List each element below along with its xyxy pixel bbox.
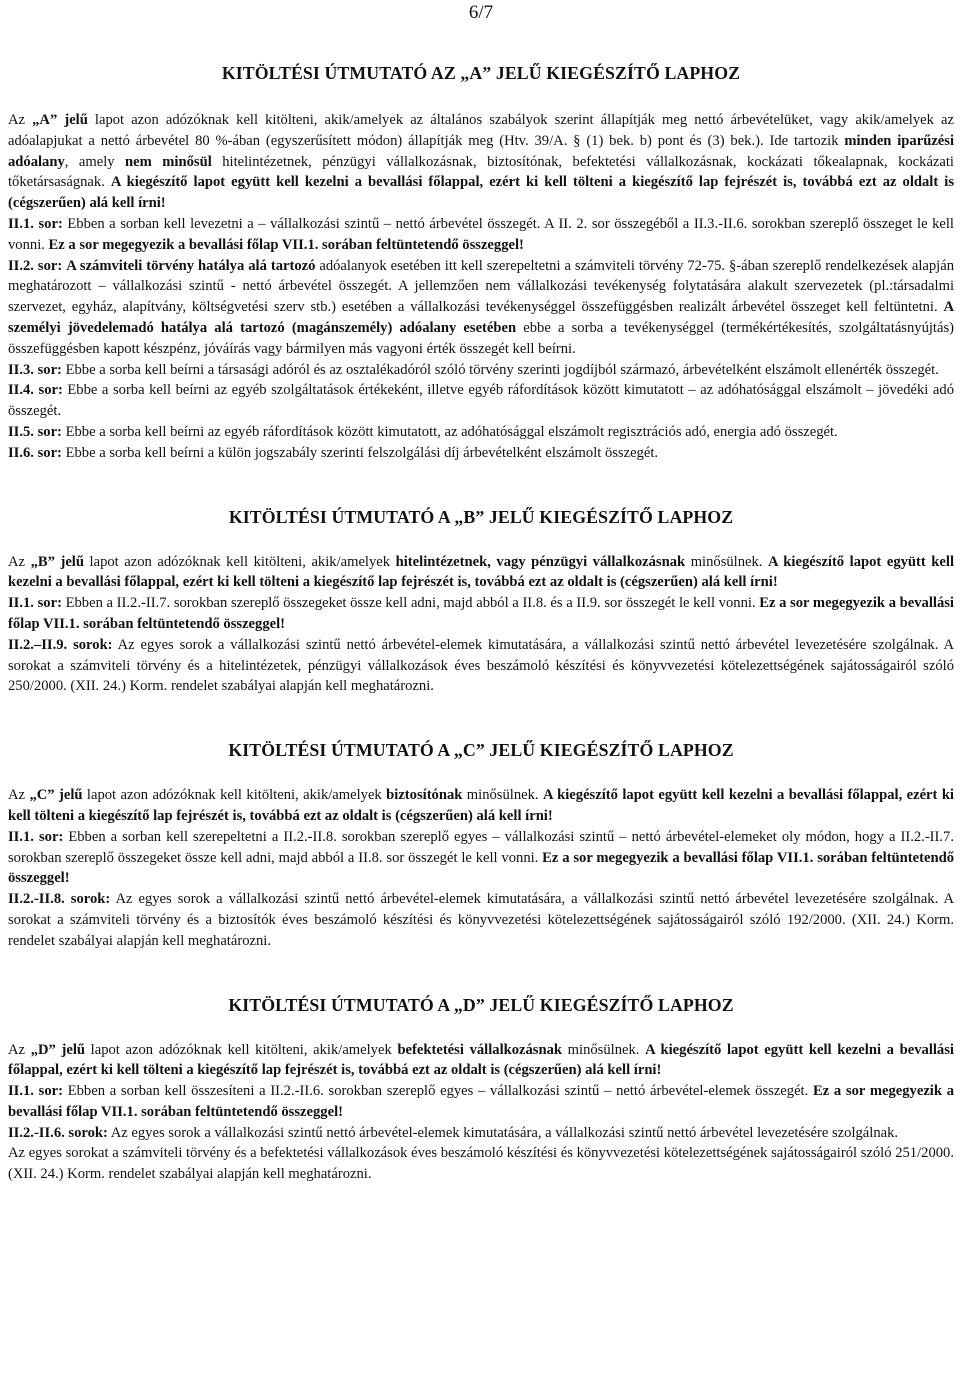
paragraph (8, 110, 954, 214)
text-run: Ebben a II.2.-II.7. sorokban szereplő összegeket össze kell adni, majd abból a II.8. és a II.9. sor összegét le kell vonni. (61, 595, 760, 612)
paragraph (8, 214, 954, 256)
text-run: , amely (64, 153, 126, 170)
bold-text: II.1. sor: (8, 215, 63, 232)
bold-text: A kiegészítő lapot együtt kell kezelni a bevallási főlappal, ezért ki kell tölteni a kiegészítő lap fejrészét is, továbbá ezt az oldalt is (cégszerűen) alá kell írni! (8, 174, 954, 212)
document-page (8, 0, 954, 1185)
text-run: Ebben a sorban kell szerepeltetni a II.2.-II.8. sorokban szereplő egyes – vállalkozási szintű – nettó árbevétel-elemeket oly módon, hogy a II.2.-II.7. sorokban szereplő összegeket össze kell adni, majd abból a II.8. sor összegét le kell vonni. (8, 828, 954, 866)
text-run: adóalanyok esetében itt kell szerepeltetni a számviteli törvény 72-75. §-ában szereplő rendelkezések alapján meghatározott – vállalkozási szintű - nettó árbevétel összegét. A jellemzően nem vállalkozási tevékenység folytatására alakult szervezetek (pl.:társadalmi szervezet, egyház, alapítvány, költségvetési szerv stb.) esetében a vállalkozási tevékenységgel összefüggésben realizált árbevétel összeget kell feltüntetni. (8, 257, 955, 316)
paragraph (8, 380, 954, 422)
section-title-d: KITÖLTÉSI ÚTMUTATÓ A „D” JELŰ KIEGÉSZÍTŐ LAPHOZ (228, 994, 734, 1015)
text-run: Ebbe a sorba kell beírni a külön jogszabály szerinti felszolgálási díj árbevételként elszámolt összegét. (61, 444, 659, 461)
bold-text: „C” jelű (29, 787, 83, 804)
text-run: Az egyes sorok a vállalkozási szintű nettó árbevétel-elemek kimutatására, a vállalkozási szintű nettó árbevétel levezetésére szolgálnak. A sorokat a számviteli törvény és a biztosítók éves beszámoló készítési és könyvvezetési kötelezettségének sajátosságairól szóló 192/2000. (XII. 24.) Korm. rendelet szabályai alapján kell meghatározni. (8, 891, 954, 949)
bold-text: II.2.-II.8. sorok: (8, 891, 111, 908)
section-title-b: KITÖLTÉSI ÚTMUTATÓ A „B” JELŰ KIEGÉSZÍTŐ LAPHOZ (228, 506, 734, 527)
bold-text: befektetési vállalkozásnak (397, 1041, 563, 1058)
page-number: 6/7 (468, 2, 494, 23)
document-body (8, 62, 954, 1185)
text-run: Ebbe a sorba kell beírni az egyéb szolgáltatások értékeként, illetve egyéb ráfordítások között kimutatott – az adóhatósággal elszámolt – jövedéki adó összegét. (8, 382, 954, 420)
bold-text: II.2. sor: (8, 257, 63, 274)
paragraph (8, 1123, 954, 1144)
bold-text: A kiegészítő lapot együtt kell kezelni a bevallási főlappal, ezért ki kell tölteni a kiegészítő lap fejrészét is, továbbá ezt az oldalt is (cégszerűen) alá kell írni! (8, 787, 954, 824)
bold-text: „B” jelű (30, 553, 84, 570)
text-run: Az (8, 112, 33, 128)
paragraph (8, 443, 954, 464)
paragraph (8, 635, 954, 697)
bold-text: A személyi jövedelemadó hatálya alá tartozó (magánszemély) adóalany esetében (8, 299, 954, 336)
paragraph (8, 1081, 954, 1123)
text-run: minősülnek. (462, 787, 543, 804)
text-run: Az (8, 1041, 31, 1058)
bold-text: minden iparűzési adóalany (8, 132, 955, 170)
bold-text: Ez a sor megegyezik a bevallási főlap VII.1. sorában feltüntetendő összeggel! (8, 849, 954, 887)
bold-text: II.1. sor: (8, 595, 62, 612)
text-run: hitelintézetnek, pénzügyi vállalkozásnak, biztosítónak, befektetési vállalkozásnak, kockázati tőkealapnak, kockázati tőketársaságnak. (8, 153, 954, 191)
bold-text: „D” jelű (30, 1041, 85, 1058)
text-run: minősülnek. (562, 1041, 646, 1058)
bold-text: II.2.-II.6. sorok: (8, 1124, 108, 1141)
section-title-a: KITÖLTÉSI ÚTMUTATÓ AZ „A” JELŰ KIEGÉSZÍTŐ LAPHOZ (221, 63, 741, 83)
text-run: lapot azon adózóknak kell kitölteni, akik/amelyek az általános szabályok szerint állapítják meg nettó árbevételüket, vagy akik/amelyek az adóalapjukat a nettó árbevétel 80 %-ában (egyszerűsített módon) állapítják meg (Htv. 39/A. § (1) bek. b) pont és (3) bek.). Ide tartozik (8, 112, 954, 149)
text-run: minősülnek. (685, 553, 769, 570)
paragraph (8, 785, 954, 827)
bold-text: II.6. sor: (8, 444, 62, 461)
paragraph (8, 422, 954, 443)
text-run: ebbe a sorba a tevékenységgel (termékértékesítés, szolgáltatásnyújtás) összefüggésben kapott készpénz, jóváírás vagy bármilyen más vagyoni érték összegét kell beírni. (8, 319, 955, 357)
text-run: lapot azon adózóknak kell kitölteni, akik/amelyek (83, 553, 396, 570)
text-run: Ebbe a sorba kell beírni az egyéb ráfordítások között kimutatott, az adóhatósággal elszámolt regisztrációs adó, energia adó összegét. (61, 423, 838, 440)
paragraph (8, 827, 954, 889)
paragraph (8, 593, 954, 635)
text-run: Ebben a sorban kell levezetni a – vállalkozási szintű – nettó árbevétel összegét. A II. 2. sor összegéből a II.3.-II.6. sorokban szereplő összeget le kell vonni. (8, 215, 954, 253)
bold-text: II.1. sor: (8, 1083, 63, 1100)
paragraph (8, 256, 954, 360)
bold-text: biztosítónak (386, 787, 463, 804)
bold-text: „A” jelű (32, 112, 88, 128)
bold-text: nem minősül (125, 153, 212, 170)
text-run: Az egyes sorokat a számviteli törvény és a befektetési vállalkozások éves beszámoló készítési és könyvvezetési kötelezettségének sajátosságairól szóló 251/2000. (XII. 24.) Korm. rendelet szabályai alapján kell meghatározni. (8, 1145, 954, 1183)
bold-text: II.3. sor: (8, 361, 62, 378)
bold-text: A kiegészítő lapot együtt kell kezelni a bevallási főlappal, ezért ki kell tölteni a kiegészítő lap fejrészét is, továbbá ezt az oldalt is (cégszerűen) alá kell írni! (8, 553, 955, 591)
paragraph (8, 889, 954, 951)
text-run: Az egyes sorok a vállalkozási szintű nettó árbevétel-elemek kimutatására, a vállalkozási szintű nettó árbevétel levezetésére szolgálnak. A sorokat a számviteli törvény és a hitelintézetek, pénzügyi vállalkozások éves beszámoló készítési és könyvvezetési kötelezettségének sajátosságairól szóló 250/2000. (XII. 24.) Korm. rendelet szabályai alapján kell meghatározni. (8, 636, 954, 695)
paragraph (8, 552, 954, 594)
bold-text: II.4. sor: (8, 382, 63, 399)
bold-text: hitelintézetnek, vagy pénzügyi vállalkozásnak (395, 553, 686, 570)
bold-text: II.5. sor: (8, 423, 62, 440)
text-run: Ebbe a sorba kell beírni a társasági adóról és az osztalékadóról szóló törvény szerinti jogdíjból származó, árbevételként elszámolt ellenérték összegét. (61, 361, 939, 378)
text-run: Ebben a sorban kell összesíteni a II.2.-II.6. sorokban szereplő egyes – vállalkozási szintű – nettó árbevétel-elemek összegét. (63, 1083, 813, 1100)
paragraph (8, 360, 954, 381)
text-run: lapot azon adózóknak kell kitölteni, akik/amelyek (82, 787, 387, 804)
text-run: Az egyes sorok a vállalkozási szintű nettó árbevétel-elemek kimutatására, a vállalkozási szintű nettó árbevétel levezetésére szolgálnak. (107, 1124, 899, 1141)
bold-text: A kiegészítő lapot együtt kell kezelni a bevallási főlappal, ezért ki kell tölteni a kiegészítő lap fejrészét is, továbbá ezt az oldalt is (cégszerűen) alá kell írni! (8, 1041, 954, 1079)
bold-text: Ez a sor megegyezik a bevallási főlap VII.1. sorában feltüntetendő összeggel! (48, 236, 524, 253)
paragraph (8, 1040, 954, 1082)
text-run: Az (8, 553, 31, 570)
bold-text: Ez a sor megegyezik a bevallási főlap VII.1. sorában feltüntetendő összeggel! (8, 595, 954, 632)
bold-text: II.2.–II.9. sorok: (8, 636, 113, 653)
bold-text: Ez a sor megegyezik a bevallási főlap VII.1. sorában feltüntetendő összeggel! (8, 1083, 954, 1120)
text-run: Az (8, 787, 30, 804)
bold-text: A számviteli törvény hatálya alá tartozó (66, 257, 316, 274)
text-run: lapot azon adózóknak kell kitölteni, akik/amelyek (85, 1041, 398, 1058)
paragraph (8, 1143, 954, 1185)
bold-text: II.1. sor: (8, 828, 64, 845)
section-title-c: KITÖLTÉSI ÚTMUTATÓ A „C” JELŰ KIEGÉSZÍTŐ LAPHOZ (228, 740, 734, 761)
